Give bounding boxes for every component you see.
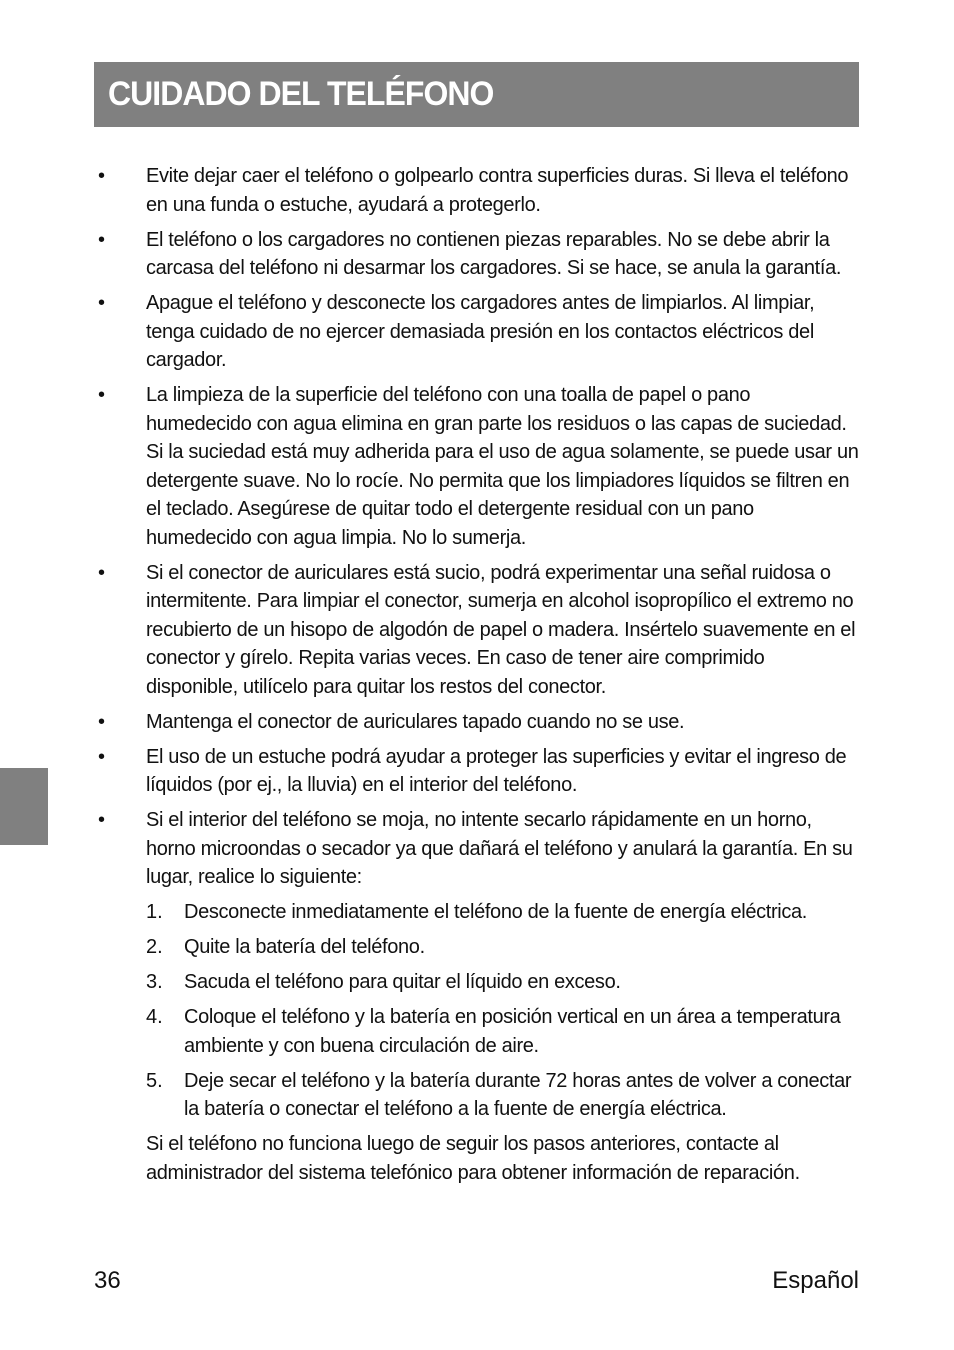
list-item-text: El uso de un estuche podrá ayudar a proteger las superficies y evitar el ingreso de líquidos (por ej., la lluvia) en el interior del teléfono. (146, 745, 847, 796)
language-label: Español (772, 1267, 859, 1294)
bullet-icon: • (98, 292, 106, 314)
list-item (94, 559, 859, 702)
bullet-icon: • (98, 561, 106, 584)
section-header-bar (94, 62, 859, 127)
list-item (94, 806, 859, 892)
step-text: Desconecte inmediatamente el teléfono de la fuente de energía eléctrica. (184, 901, 807, 923)
list-item (94, 743, 859, 800)
bullet-icon: • (98, 809, 106, 831)
main-content (94, 162, 859, 1187)
bullet-icon: • (98, 228, 106, 251)
step-text: Sacuda el teléfono para quitar el líquido en exceso. (184, 971, 621, 993)
step-item (146, 933, 859, 962)
section-side-tab (0, 768, 48, 845)
bullet-icon: • (98, 384, 106, 406)
list-item (94, 708, 859, 737)
step-text: Deje secar el teléfono y la batería durante 72 horas antes de volver a conectar la batería o conectar el teléfono a la fuente de energía eléctrica. (184, 1069, 852, 1120)
step-item (146, 898, 859, 927)
list-item-text: Evite dejar caer el teléfono o golpearlo contra superficies duras. Si lleva el teléfono en una funda o estuche, ayudará a protegerlo. (146, 165, 849, 216)
step-text: Coloque el teléfono y la batería en posición vertical en un área a temperatura ambiente y con buena circulación de aire. (184, 1006, 841, 1057)
step-number: 1. (146, 901, 163, 923)
list-item-text: El teléfono o los cargadores no contienen piezas reparables. No se debe abrir la carcasa del teléfono ni desarmar los cargadores. Si se hace, se anula la garantía. (146, 228, 842, 279)
page-title: CUIDADO DEL TELÉFONO (108, 75, 494, 113)
list-item (94, 381, 859, 552)
bullet-icon: • (98, 745, 106, 768)
closing-paragraph: Si el teléfono no funciona luego de seguir los pasos anteriores, contacte al administrador del sistema telefónico para obtener información de reparación. (146, 1133, 800, 1184)
step-item (146, 968, 859, 997)
step-number: 2. (146, 936, 163, 958)
list-item (94, 162, 859, 219)
step-text: Quite la batería del teléfono. (184, 936, 425, 958)
bullet-icon: • (98, 710, 106, 733)
numbered-steps (146, 898, 859, 1124)
bullet-icon: • (98, 165, 106, 187)
list-item-text: La limpieza de la superficie del teléfono con una toalla de papel o pano humedecido con agua elimina en gran parte los residuos o las capas de suciedad. Si la suciedad está muy adherida para el uso de agua solamente, se puede usar un detergente suave. No lo rocíe. No permita que los limpiadores líquidos se filtren en el teclado. Asegúrese de quitar todo el detergente residual con un pano humedecido con agua limpia. No lo sumerja. (146, 384, 859, 549)
list-item (94, 226, 859, 283)
list-item-text: Si el interior del teléfono se moja, no intente secarlo rápidamente en un horno, horno microondas o secador ya que dañará el teléfono y anulará la garantía. En su lugar, realice lo siguiente: (146, 809, 853, 888)
list-item-text: Mantenga el conector de auriculares tapado cuando no se use. (146, 710, 685, 733)
step-number: 5. (146, 1069, 163, 1092)
step-item (146, 1067, 859, 1124)
list-item-text: Si el conector de auriculares está sucio, podrá experimentar una señal ruidosa o intermitente. Para limpiar el conector, sumerja en alcohol isopropílico el extremo no recubierto de un hisopo de algodón de papel o madera. Insértelo suavemente en el conector y gírelo. Repita varias veces. En caso de tener aire comprimido disponible, utilícelo para quitar los restos del conector. (146, 561, 856, 698)
list-item-text: Apague el teléfono y desconecte los cargadores antes de limpiarlos. Al limpiar, tenga cuidado de no ejercer demasiada presión en los contactos eléctricos del cargador. (146, 292, 815, 371)
step-number: 3. (146, 971, 163, 993)
step-item (146, 1003, 859, 1060)
list-item (94, 289, 859, 375)
step-number: 4. (146, 1006, 163, 1028)
page-number: 36 (94, 1267, 121, 1294)
